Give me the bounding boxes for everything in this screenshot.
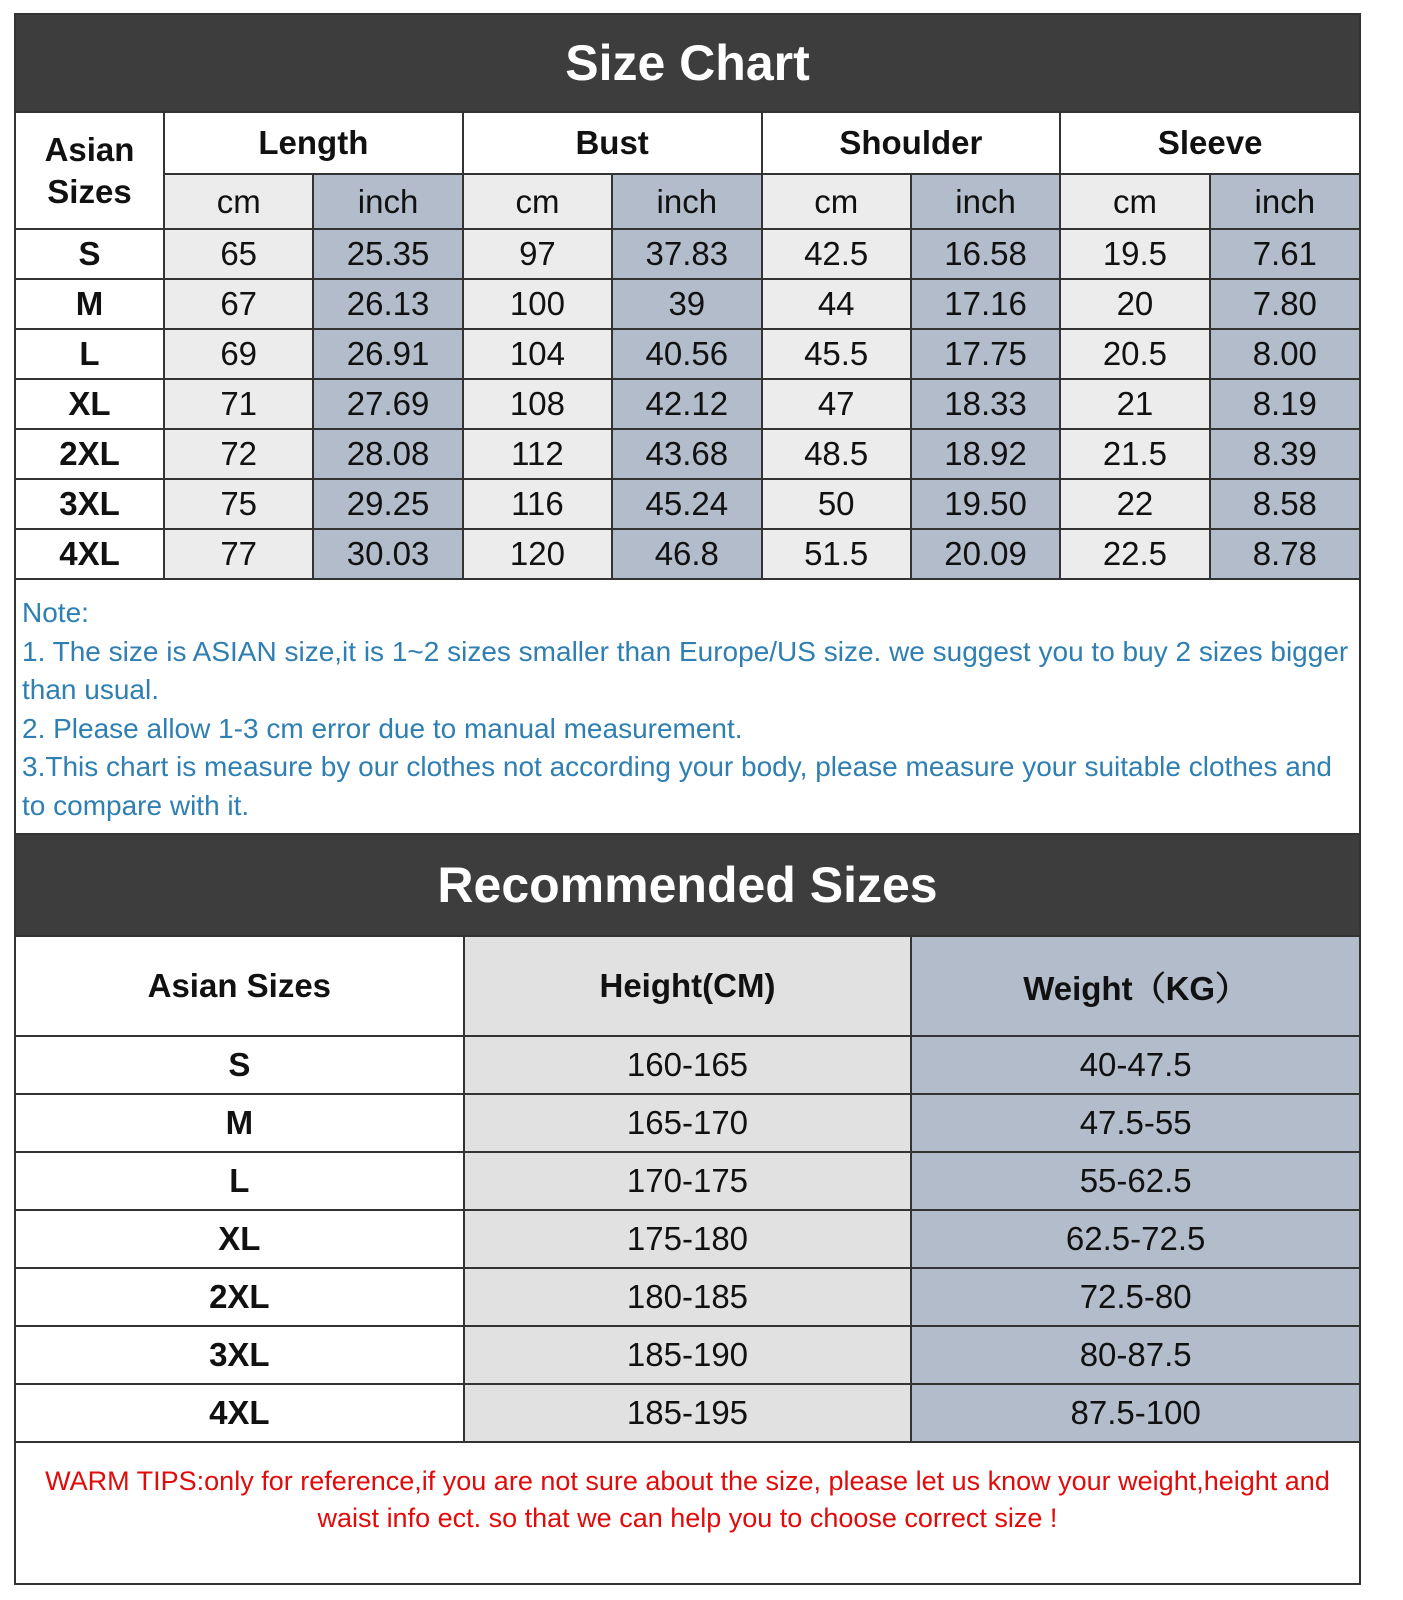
rec-weight-cell: 72.5-80 bbox=[911, 1268, 1359, 1326]
cm-value-cell: 120 bbox=[463, 529, 612, 579]
inch-value-cell: 25.35 bbox=[313, 229, 462, 279]
size-chart-title: Size Chart bbox=[16, 15, 1359, 113]
rec-weight-cell: 40-47.5 bbox=[911, 1036, 1359, 1094]
cm-value-cell: 112 bbox=[463, 429, 612, 479]
inch-value-cell: 18.33 bbox=[911, 379, 1060, 429]
inch-value-cell: 26.13 bbox=[313, 279, 462, 329]
size-chart-row bbox=[16, 229, 1359, 279]
shoulder-header: Shoulder bbox=[762, 113, 1061, 174]
recommended-row bbox=[16, 1036, 1359, 1094]
recommended-sizes-title: Recommended Sizes bbox=[16, 833, 1359, 937]
note-item-2: 2. Please allow 1-3 cm error due to manual measurement. bbox=[22, 712, 743, 744]
inch-value-cell: 8.00 bbox=[1210, 329, 1359, 379]
recommended-body bbox=[16, 1036, 1359, 1442]
inch-value-cell: 37.83 bbox=[612, 229, 761, 279]
bust-header: Bust bbox=[463, 113, 762, 174]
inch-value-cell: 45.24 bbox=[612, 479, 761, 529]
notes-heading: Note: bbox=[22, 597, 89, 628]
cm-value-cell: 44 bbox=[762, 279, 911, 329]
inch-value-cell: 16.58 bbox=[911, 229, 1060, 279]
inch-value-cell: 26.91 bbox=[313, 329, 462, 379]
bust-inch-header: inch bbox=[612, 174, 761, 229]
length-header: Length bbox=[164, 113, 463, 174]
recommended-row bbox=[16, 1326, 1359, 1384]
size-chart-body bbox=[16, 229, 1359, 579]
cm-value-cell: 22 bbox=[1060, 479, 1209, 529]
shoulder-cm-header: cm bbox=[762, 174, 911, 229]
asian-sizes-header-line2: Sizes bbox=[47, 172, 132, 210]
rec-size-cell: S bbox=[16, 1036, 464, 1094]
rec-height-cell: 180-185 bbox=[464, 1268, 912, 1326]
cm-value-cell: 69 bbox=[164, 329, 313, 379]
sleeve-cm-header: cm bbox=[1060, 174, 1209, 229]
size-label: 3XL bbox=[16, 479, 164, 529]
inch-value-cell: 42.12 bbox=[612, 379, 761, 429]
cm-value-cell: 42.5 bbox=[762, 229, 911, 279]
rec-weight-cell: 80-87.5 bbox=[911, 1326, 1359, 1384]
rec-height-cell: 170-175 bbox=[464, 1152, 912, 1210]
rec-height-header: Height(CM) bbox=[464, 937, 912, 1036]
rec-weight-cell: 55-62.5 bbox=[911, 1152, 1359, 1210]
shoulder-inch-header: inch bbox=[911, 174, 1060, 229]
inch-value-cell: 28.08 bbox=[313, 429, 462, 479]
inch-value-cell: 19.50 bbox=[911, 479, 1060, 529]
inch-value-cell: 8.19 bbox=[1210, 379, 1359, 429]
size-chart-row bbox=[16, 429, 1359, 479]
size-chart-group-header-row bbox=[16, 113, 1359, 174]
warm-tips-line1: WARM TIPS:only for reference,if you are not sure about the size, please let us know your weight,height and bbox=[45, 1466, 1330, 1496]
rec-height-cell: 160-165 bbox=[464, 1036, 912, 1094]
rec-height-cell: 185-195 bbox=[464, 1384, 912, 1442]
inch-value-cell: 7.80 bbox=[1210, 279, 1359, 329]
inch-value-cell: 17.16 bbox=[911, 279, 1060, 329]
size-chart-row bbox=[16, 329, 1359, 379]
rec-size-cell: 3XL bbox=[16, 1326, 464, 1384]
recommended-row bbox=[16, 1152, 1359, 1210]
cm-value-cell: 104 bbox=[463, 329, 612, 379]
cm-value-cell: 20 bbox=[1060, 279, 1209, 329]
rec-size-cell: 2XL bbox=[16, 1268, 464, 1326]
cm-value-cell: 116 bbox=[463, 479, 612, 529]
inch-value-cell: 8.58 bbox=[1210, 479, 1359, 529]
rec-asian-sizes-header: Asian Sizes bbox=[16, 937, 464, 1036]
inch-value-cell: 43.68 bbox=[612, 429, 761, 479]
rec-weight-header: Weight（KG） bbox=[911, 937, 1359, 1036]
inch-value-cell: 39 bbox=[612, 279, 761, 329]
rec-weight-cell: 87.5-100 bbox=[911, 1384, 1359, 1442]
cm-value-cell: 22.5 bbox=[1060, 529, 1209, 579]
rec-size-cell: M bbox=[16, 1094, 464, 1152]
inch-value-cell: 27.69 bbox=[313, 379, 462, 429]
cm-value-cell: 67 bbox=[164, 279, 313, 329]
inch-value-cell: 7.61 bbox=[1210, 229, 1359, 279]
inch-value-cell: 8.39 bbox=[1210, 429, 1359, 479]
cm-value-cell: 65 bbox=[164, 229, 313, 279]
rec-height-cell: 175-180 bbox=[464, 1210, 912, 1268]
size-chart-row bbox=[16, 279, 1359, 329]
size-chart-row bbox=[16, 379, 1359, 429]
inch-value-cell: 20.09 bbox=[911, 529, 1060, 579]
cm-value-cell: 97 bbox=[463, 229, 612, 279]
size-label: XL bbox=[16, 379, 164, 429]
rec-weight-cell: 62.5-72.5 bbox=[911, 1210, 1359, 1268]
note-item-1: 1. The size is ASIAN size,it is 1~2 sizes smaller than Europe/US size. we suggest you to buy 2 sizes bigger than usual. bbox=[22, 635, 1349, 705]
size-label: M bbox=[16, 279, 164, 329]
inch-value-cell: 17.75 bbox=[911, 329, 1060, 379]
cm-value-cell: 20.5 bbox=[1060, 329, 1209, 379]
size-label: L bbox=[16, 329, 164, 379]
cm-value-cell: 51.5 bbox=[762, 529, 911, 579]
size-label: 4XL bbox=[16, 529, 164, 579]
warm-tips bbox=[16, 1443, 1359, 1537]
rec-height-cell: 165-170 bbox=[464, 1094, 912, 1152]
inch-value-cell: 18.92 bbox=[911, 429, 1060, 479]
warm-tips-line2: waist info ect. so that we can help you to choose correct size ! bbox=[317, 1503, 1058, 1533]
cm-value-cell: 71 bbox=[164, 379, 313, 429]
notes-section bbox=[16, 580, 1359, 833]
rec-height-cell: 185-190 bbox=[464, 1326, 912, 1384]
recommended-row bbox=[16, 1384, 1359, 1442]
size-label: S bbox=[16, 229, 164, 279]
recommended-row bbox=[16, 1210, 1359, 1268]
length-inch-header: inch bbox=[313, 174, 462, 229]
inch-value-cell: 30.03 bbox=[313, 529, 462, 579]
inch-value-cell: 29.25 bbox=[313, 479, 462, 529]
recommended-row bbox=[16, 1094, 1359, 1152]
size-chart-row bbox=[16, 529, 1359, 579]
sleeve-header: Sleeve bbox=[1060, 113, 1359, 174]
rec-weight-cell: 47.5-55 bbox=[911, 1094, 1359, 1152]
size-chart-row bbox=[16, 479, 1359, 529]
asian-sizes-header bbox=[16, 113, 164, 229]
note-item-3: 3.This chart is measure by our clothes not according your body, please measure your suitable clothes and to compare with it. bbox=[22, 751, 1332, 821]
recommended-row bbox=[16, 1268, 1359, 1326]
cm-value-cell: 50 bbox=[762, 479, 911, 529]
cm-value-cell: 77 bbox=[164, 529, 313, 579]
recommended-header-row bbox=[16, 937, 1359, 1036]
rec-size-cell: 4XL bbox=[16, 1384, 464, 1442]
cm-value-cell: 100 bbox=[463, 279, 612, 329]
cm-value-cell: 108 bbox=[463, 379, 612, 429]
recommended-sizes-table bbox=[16, 937, 1359, 1443]
inch-value-cell: 46.8 bbox=[612, 529, 761, 579]
cm-value-cell: 45.5 bbox=[762, 329, 911, 379]
length-cm-header: cm bbox=[164, 174, 313, 229]
inch-value-cell: 8.78 bbox=[1210, 529, 1359, 579]
cm-value-cell: 47 bbox=[762, 379, 911, 429]
inch-value-cell: 40.56 bbox=[612, 329, 761, 379]
asian-sizes-header-line1: Asian bbox=[44, 130, 135, 168]
rec-size-cell: XL bbox=[16, 1210, 464, 1268]
size-label: 2XL bbox=[16, 429, 164, 479]
cm-value-cell: 48.5 bbox=[762, 429, 911, 479]
size-chart-table bbox=[16, 113, 1359, 580]
sleeve-inch-header: inch bbox=[1210, 174, 1359, 229]
size-chart-unit-header-row bbox=[16, 174, 1359, 229]
cm-value-cell: 19.5 bbox=[1060, 229, 1209, 279]
cm-value-cell: 75 bbox=[164, 479, 313, 529]
cm-value-cell: 21 bbox=[1060, 379, 1209, 429]
cm-value-cell: 72 bbox=[164, 429, 313, 479]
rec-size-cell: L bbox=[16, 1152, 464, 1210]
cm-value-cell: 21.5 bbox=[1060, 429, 1209, 479]
bust-cm-header: cm bbox=[463, 174, 612, 229]
size-chart-panel bbox=[14, 13, 1361, 1585]
